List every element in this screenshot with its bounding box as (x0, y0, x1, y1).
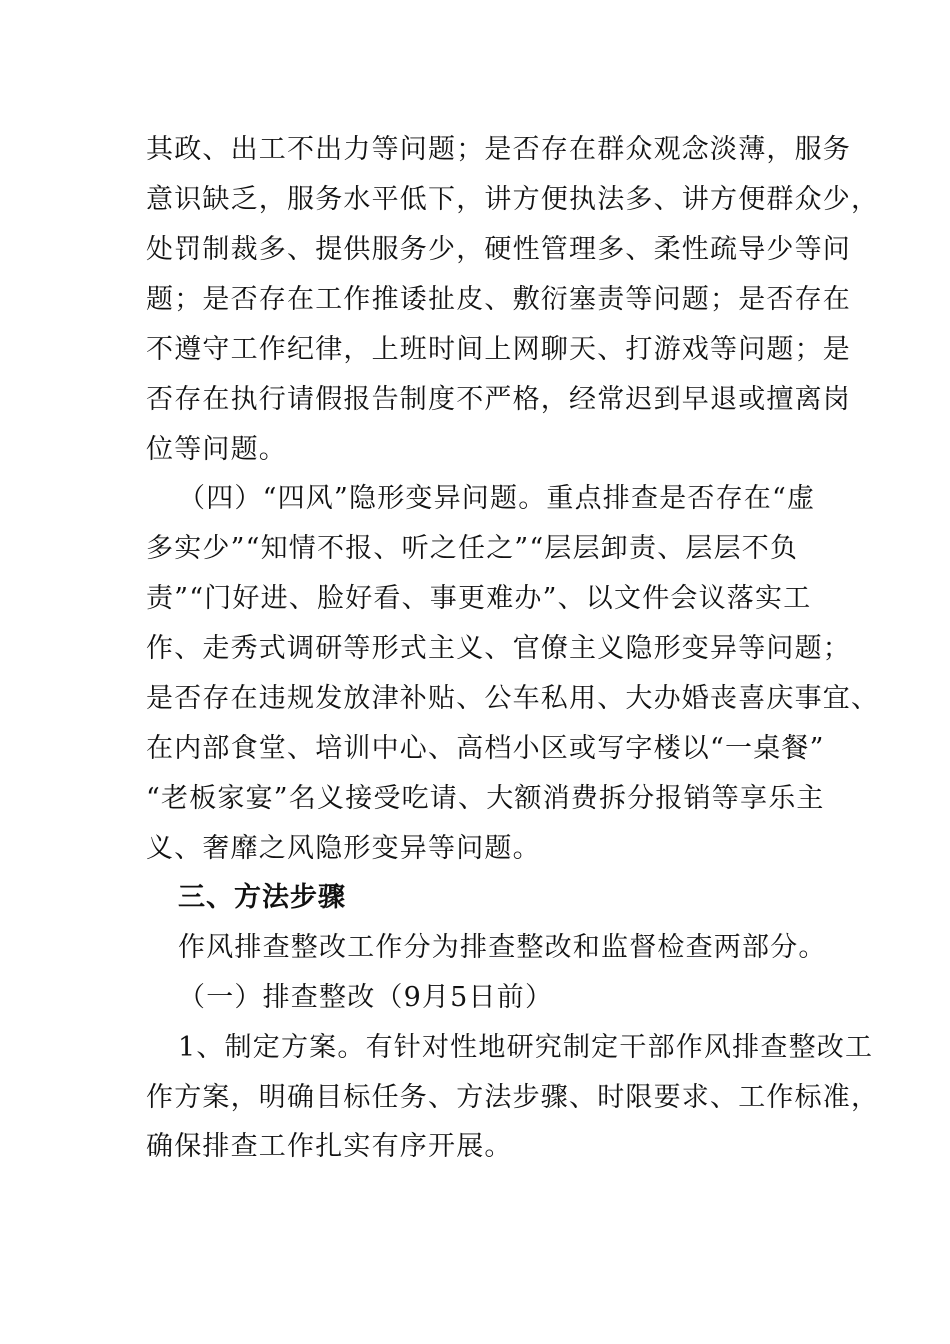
text-line: 是否存在违规发放津补贴、公车私用、大办婚丧喜庆事宜、 (146, 683, 880, 714)
text-line: 否存在执行请假报告制度不严格，经常迟到早退或擅离岗 (146, 384, 851, 415)
text-line: 处罚制裁多、提供服务少，硬性管理多、柔性疏导少等问 (146, 234, 851, 265)
text-line: 不遵守工作纪律，上班时间上网聊天、打游戏等问题；是 (146, 334, 851, 365)
text-line: 1、制定方案。有针对性地研究制定干部作风排查整改工 (178, 1032, 874, 1063)
text-line: 题；是否存在工作推诿扯皮、敷衍塞责等问题；是否存在 (146, 284, 851, 315)
text-line: 作、走秀式调研等形式主义、官僚主义隐形变异等问题； (146, 633, 851, 664)
section-heading: 三、方法步骤 (178, 882, 346, 913)
text-line: 其政、出工不出力等问题；是否存在群众观念淡薄，服务 (146, 134, 851, 165)
text-line: 作风排查整改工作分为排查整改和监督检查两部分。 (178, 932, 827, 963)
text-line: 位等问题。 (146, 434, 287, 465)
text-line: 义、奢靡之风隐形变异等问题。 (146, 833, 541, 864)
subsection-heading: （一）排查整改（9月5日前） (178, 982, 554, 1013)
section-four-heading-line: （四）“四风”隐形变异问题。重点排查是否存在“虚 (178, 483, 816, 514)
text-line: 意识缺乏，服务水平低下，讲方便执法多、讲方便群众少， (146, 184, 880, 215)
text-line: “老板家宴”名义接受吃请、大额消费拆分报销等享乐主 (146, 783, 825, 814)
text-line: 确保排查工作扎实有序开展。 (146, 1131, 513, 1162)
text-line: 在内部食堂、培训中心、高档小区或写字楼以“一桌餐” (146, 733, 825, 764)
text-line: 多实少”“知情不报、听之任之”“层层卸责、层层不负 (146, 533, 799, 564)
text-line: 作方案，明确目标任务、方法步骤、时限要求、工作标准， (146, 1082, 880, 1113)
text-line: 责”“门好进、脸好看、事更难办”、以文件会议落实工 (146, 583, 812, 614)
